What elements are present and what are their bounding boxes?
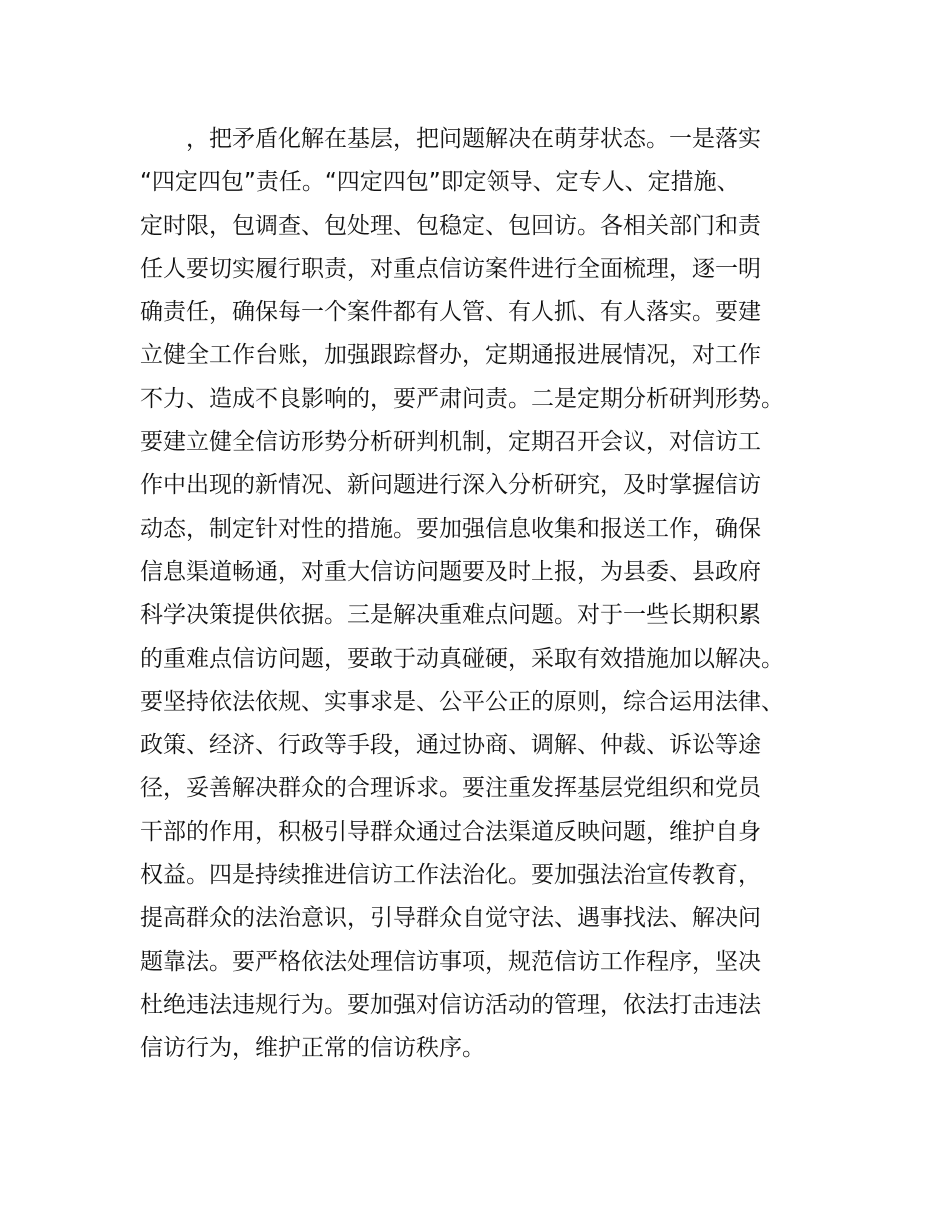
- text-line: 任人要切实履行职责，对重点信访案件进行全面梳理，逐一明: [140, 255, 761, 282]
- text-line: 要坚持依法依规、实事求是、公平公正的原则，综合运用法律、: [140, 688, 784, 715]
- text-line: 权益。四是持续推进信访工作法治化。要加强法治宣传教育，: [140, 862, 761, 889]
- text-line: 信访行为，维护正常的信访秩序。: [140, 1035, 485, 1062]
- text-line: 确责任，确保每一个案件都有人管、有人抓、有人落实。要建: [140, 299, 761, 326]
- text-line: 动态，制定针对性的措施。要加强信息收集和报送工作，确保: [140, 515, 761, 542]
- text-line: 的重难点信访问题，要敢于动真碰硬，采取有效措施加以解决。: [140, 645, 784, 672]
- text-line: “四定四包”责任。“四定四包”即定领导、定专人、定措施、: [140, 169, 740, 196]
- text-line: 要建立健全信访形势分析研判机制，定期召开会议，对信访工: [140, 429, 761, 456]
- text-line: 杜绝违法违规行为。要加强对信访活动的管理，依法打击违法: [140, 991, 761, 1018]
- text-line: 立健全工作台账，加强跟踪督办，定期通报进展情况，对工作: [140, 342, 761, 369]
- text-line: 信息渠道畅通，对重大信访问题要及时上报，为县委、县政府: [140, 558, 761, 585]
- text-line: 不力、造成不良影响的，要严肃问责。二是定期分析研判形势。: [140, 385, 784, 412]
- text-line: 题靠法。要严格依法处理信访事项，规范信访工作程序，坚决: [140, 948, 761, 975]
- text-line: 径，妥善解决群众的合理诉求。要注重发挥基层党组织和党员: [140, 775, 761, 802]
- text-line: 干部的作用，积极引导群众通过合法渠道反映问题，维护自身: [140, 818, 761, 845]
- text-line: 提高群众的法治意识，引导群众自觉守法、遇事找法、解决问: [140, 905, 761, 932]
- text-line: 政策、经济、行政等手段，通过协商、调解、仲裁、诉讼等途: [140, 732, 761, 759]
- body-paragraph: [140, 118, 840, 1071]
- text-line: 作中出现的新情况、新问题进行深入分析研究，及时掌握信访: [140, 472, 761, 499]
- text-line: 科学决策提供依据。三是解决重难点问题。对于一些长期积累: [140, 602, 761, 629]
- text-line: ，把矛盾化解在基层，把问题解决在萌芽状态。一是落实: [186, 126, 761, 152]
- text-line: 定时限，包调查、包处理、包稳定、包回访。各相关部门和责: [140, 212, 761, 239]
